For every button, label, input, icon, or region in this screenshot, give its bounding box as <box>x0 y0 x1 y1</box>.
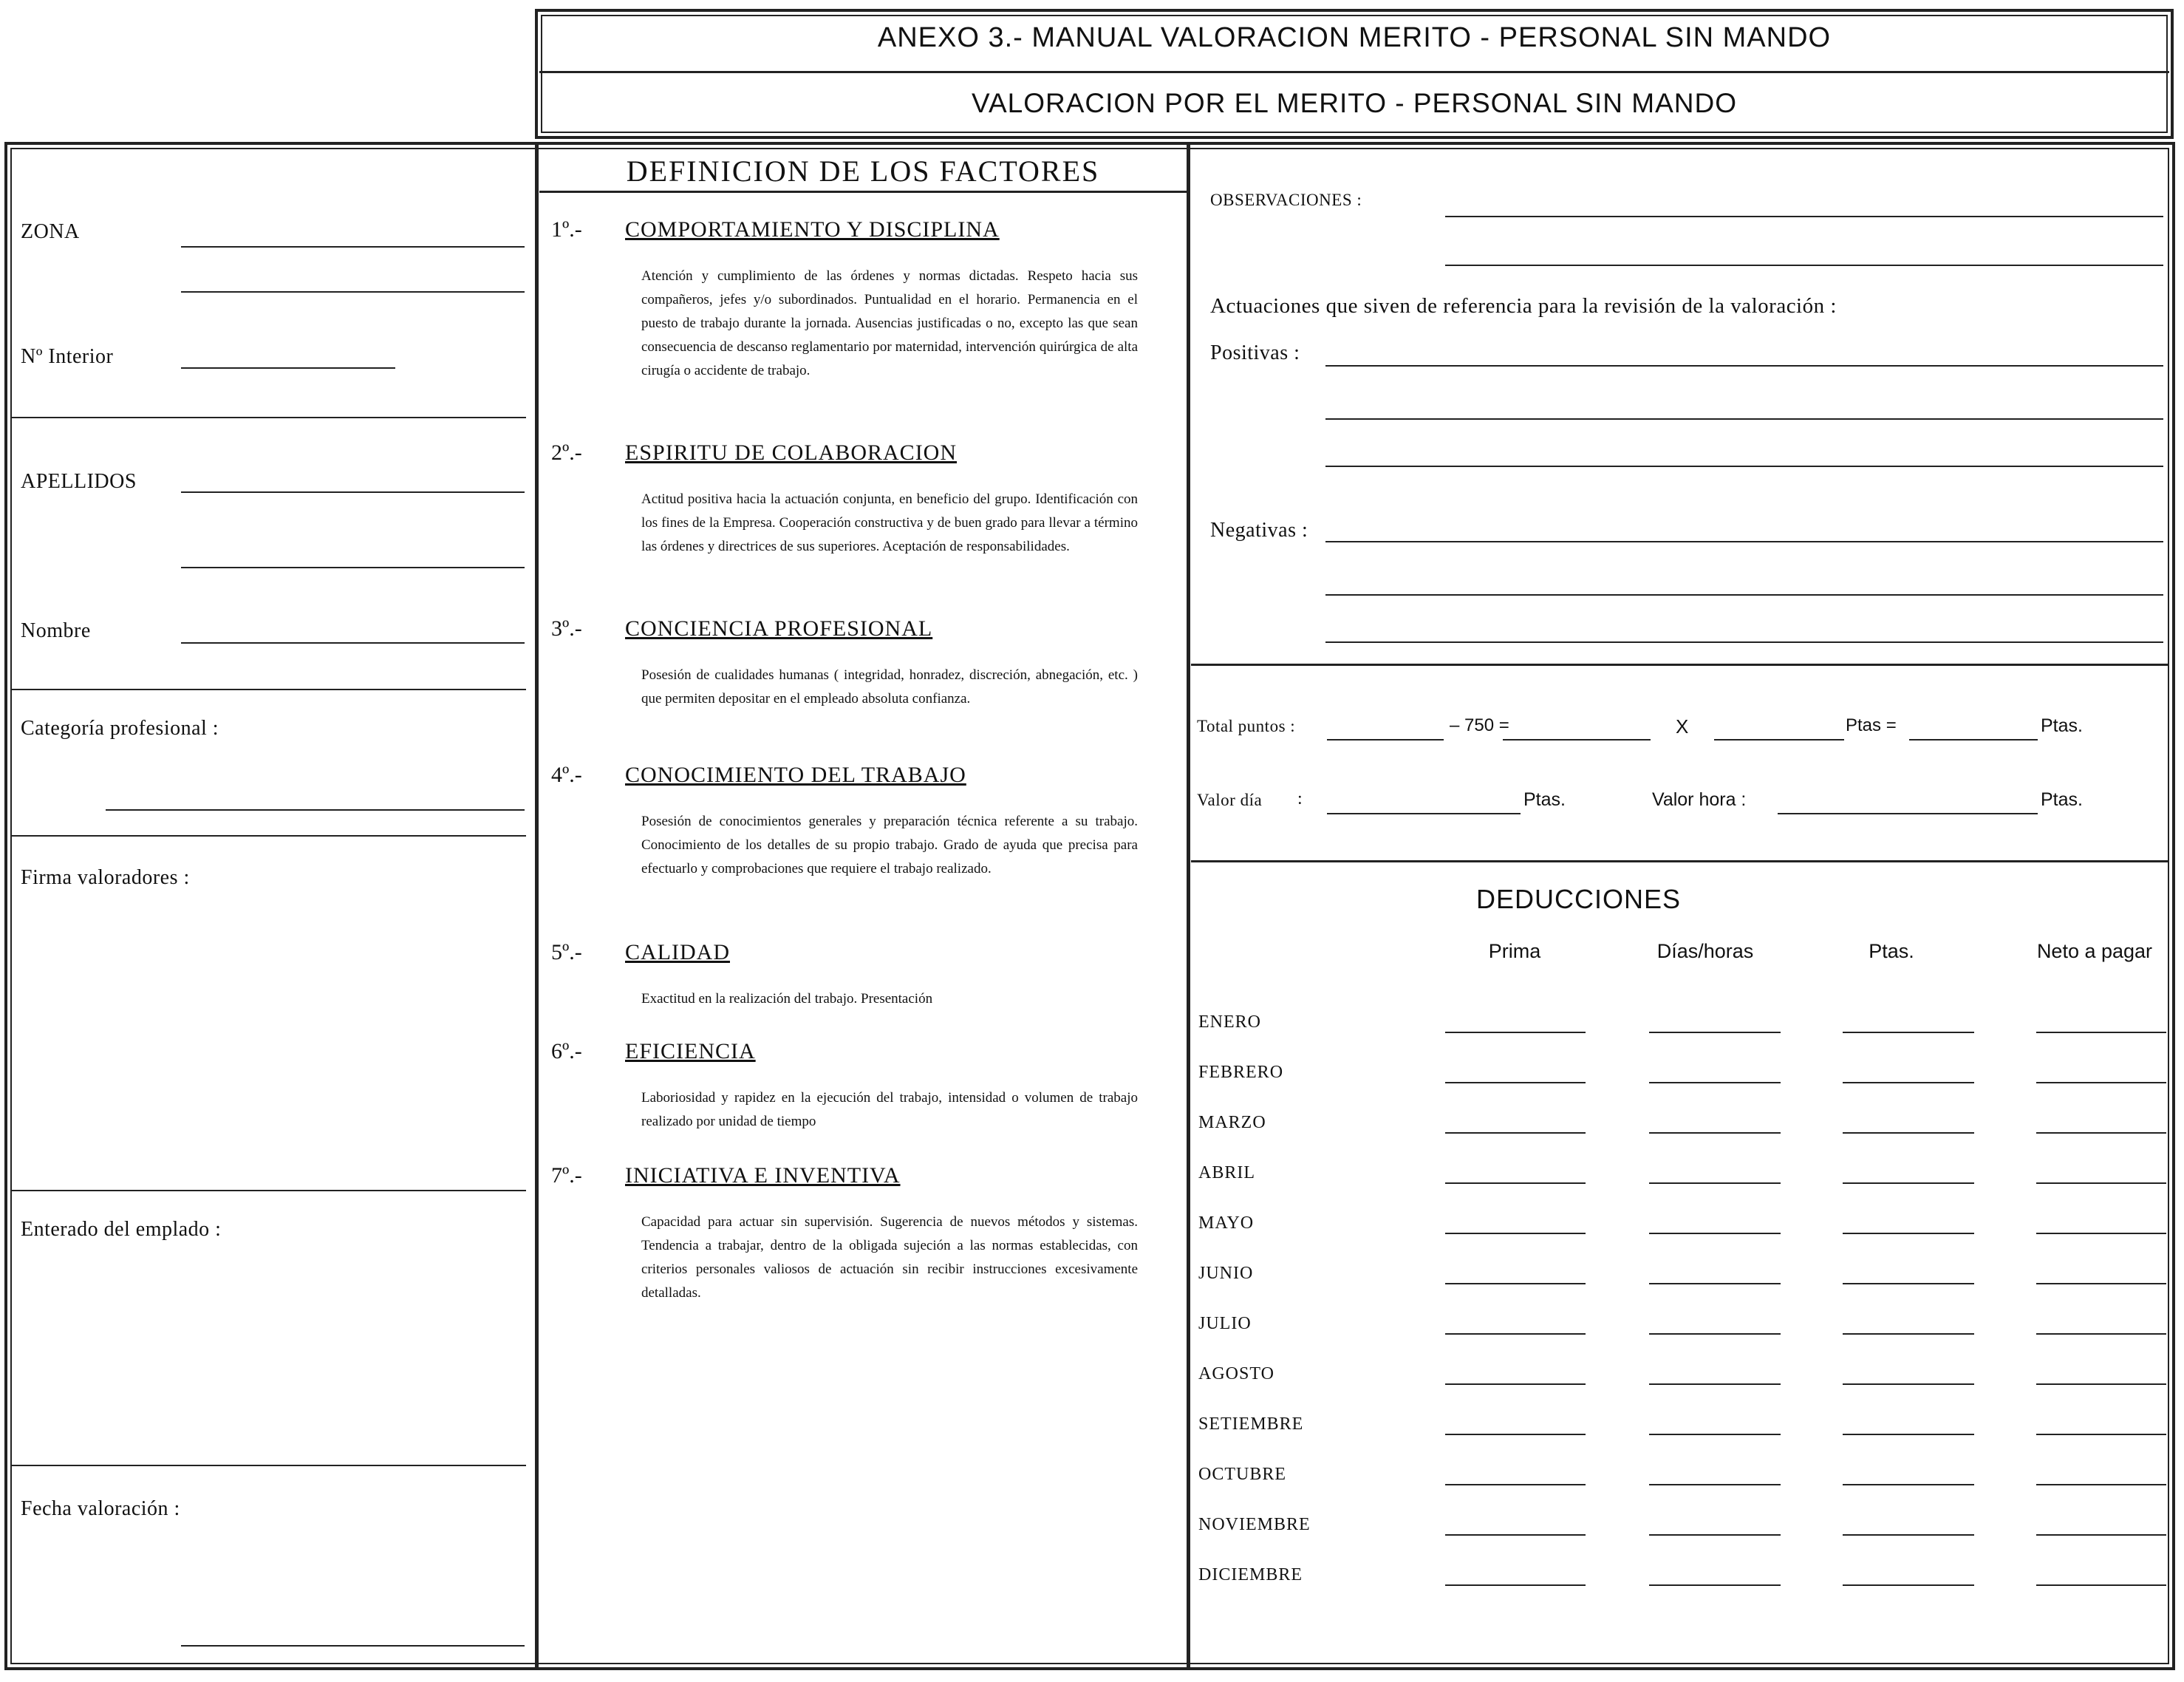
month-neto-a-pagar-field[interactable] <box>2036 1233 2166 1234</box>
factor-3-description: Posesión de cualidades humanas ( integridad, honradez, discreción, abnegación, etc. ) que permiten depositar en el empleado absoluta confianza. <box>641 667 1138 706</box>
ptas-equals-label: Ptas = <box>1846 715 1897 735</box>
month-dias-horas-field[interactable] <box>1649 1233 1781 1234</box>
left-section-divider-1 <box>10 417 526 418</box>
form-subtitle: VALORACION POR EL MERITO - PERSONAL SIN MANDO <box>972 88 1737 118</box>
month-prima-field[interactable] <box>1445 1233 1586 1234</box>
month-ptas-field[interactable] <box>1843 1233 1974 1234</box>
apellidos-field-1[interactable] <box>181 491 525 493</box>
left-section-divider-2 <box>10 689 526 690</box>
column-header-dias-horas: Días/horas <box>1656 940 1754 962</box>
month-prima-field[interactable] <box>1445 1182 1586 1184</box>
factor-3-title: CONCIENCIA PROFESIONAL <box>625 616 933 641</box>
month-neto-a-pagar-field[interactable] <box>2036 1484 2166 1485</box>
fecha-field[interactable] <box>181 1645 525 1647</box>
month-prima-field[interactable] <box>1445 1283 1586 1284</box>
negativas-field-1[interactable] <box>1325 541 2163 542</box>
zona-field-2[interactable] <box>181 291 525 293</box>
categoria-field[interactable] <box>106 809 525 811</box>
month-prima-field[interactable] <box>1445 1434 1586 1435</box>
month-ptas-field[interactable] <box>1843 1283 1974 1284</box>
month-label: ABRIL <box>1198 1163 1255 1182</box>
month-ptas-field[interactable] <box>1843 1333 1974 1335</box>
factor-1-title: COMPORTAMIENTO Y DISCIPLINA <box>625 217 1000 242</box>
valor-hora-field[interactable] <box>1778 813 2038 814</box>
observaciones-field-1[interactable] <box>1445 216 2163 217</box>
month-ptas-field[interactable] <box>1843 1383 1974 1385</box>
month-label: FEBRERO <box>1198 1063 1284 1082</box>
minus-750-label: – 750 = <box>1450 715 1509 735</box>
month-prima-field[interactable] <box>1445 1132 1586 1134</box>
month-prima-field[interactable] <box>1445 1534 1586 1536</box>
factor-6-number: 6º.- <box>551 1039 582 1063</box>
column-header-prima: Prima <box>1488 940 1541 962</box>
month-ptas-field[interactable] <box>1843 1132 1974 1134</box>
month-ptas-field[interactable] <box>1843 1434 1974 1435</box>
left-section-divider-5 <box>10 1465 526 1466</box>
multiply-sign: X <box>1676 715 1689 738</box>
valor-dia-label: Valor día <box>1197 791 1263 809</box>
month-neto-a-pagar-field[interactable] <box>2036 1032 2166 1033</box>
valor-dia-field[interactable] <box>1327 813 1521 814</box>
month-neto-a-pagar-field[interactable] <box>2036 1383 2166 1385</box>
observaciones-label: OBSERVACIONES : <box>1210 191 1362 209</box>
apellidos-field-2[interactable] <box>181 567 525 568</box>
factor-7-title: INICIATIVA E INVENTIVA <box>625 1163 901 1188</box>
month-label: SETIEMBRE <box>1198 1414 1304 1434</box>
zona-field-1[interactable] <box>181 246 525 248</box>
total-puntos-field[interactable] <box>1327 739 1444 740</box>
enterado-label: Enterado del emplado : <box>21 1218 222 1241</box>
factor-5-title: CALIDAD <box>625 940 730 964</box>
month-dias-horas-field[interactable] <box>1649 1283 1781 1284</box>
month-neto-a-pagar-field[interactable] <box>2036 1132 2166 1134</box>
month-neto-a-pagar-field[interactable] <box>2036 1182 2166 1184</box>
month-dias-horas-field[interactable] <box>1649 1383 1781 1385</box>
zona-label: ZONA <box>21 220 80 243</box>
firma-label: Firma valoradores : <box>21 866 190 889</box>
result-points-field[interactable] <box>1503 739 1651 740</box>
positivas-field-3[interactable] <box>1325 466 2163 467</box>
month-prima-field[interactable] <box>1445 1484 1586 1485</box>
month-label: ENERO <box>1198 1012 1261 1032</box>
factor-2-description: Actitud positiva hacia la actuación conjunta, en beneficio del grupo. Identificación con los fines de la Empresa. Cooperación constructiva y de buen grado para llevar a término las órdenes y directrices de sus superiores. Aceptación de responsabilidades. <box>641 491 1138 554</box>
month-dias-horas-field[interactable] <box>1649 1584 1781 1586</box>
factors-heading-divider <box>539 191 1187 193</box>
factor-2-number: 2º.- <box>551 440 582 465</box>
factor-7-number: 7º.- <box>551 1163 582 1188</box>
column-header-neto-a-pagar: Neto a pagar <box>2036 940 2153 962</box>
factor-4-description: Posesión de conocimientos generales y preparación técnica referente a su trabajo. Conocimiento de los detalles de su propio trabajo. Grado de ayuda que precisa para efectuarlo y comprobaciones que requiere el trabajo realizado. <box>641 814 1138 876</box>
negativas-label: Negativas : <box>1210 519 1308 542</box>
column-header-ptas: Ptas. <box>1869 940 1914 962</box>
month-label: OCTUBRE <box>1198 1465 1287 1484</box>
negativas-field-3[interactable] <box>1325 641 2163 643</box>
deducciones-title: DEDUCCIONES <box>1476 884 1682 914</box>
valor-dia-ptas: Ptas. <box>1523 789 1566 810</box>
categoria-label: Categoría profesional : <box>21 717 219 740</box>
valor-hora-label: Valor hora : <box>1652 789 1747 810</box>
month-neto-a-pagar-field[interactable] <box>2036 1434 2166 1435</box>
month-dias-horas-field[interactable] <box>1649 1132 1781 1134</box>
month-prima-field[interactable] <box>1445 1383 1586 1385</box>
month-label: MARZO <box>1198 1113 1266 1132</box>
positivas-field-1[interactable] <box>1325 365 2163 367</box>
month-label: JULIO <box>1198 1314 1252 1333</box>
month-prima-field[interactable] <box>1445 1032 1586 1033</box>
n-interior-field[interactable] <box>181 367 395 369</box>
left-section-divider-4 <box>10 1190 526 1191</box>
positivas-field-2[interactable] <box>1325 418 2163 420</box>
month-neto-a-pagar-field[interactable] <box>2036 1534 2166 1536</box>
month-ptas-field[interactable] <box>1843 1082 1974 1083</box>
column-divider-right <box>1187 142 1190 1670</box>
factor-5-number: 5º.- <box>551 940 582 964</box>
month-neto-a-pagar-field[interactable] <box>2036 1283 2166 1284</box>
month-label: DICIEMBRE <box>1198 1565 1303 1584</box>
month-dias-horas-field[interactable] <box>1649 1484 1781 1485</box>
factor-6-description: Laboriosidad y rapidez en la ejecución del trabajo, intensidad o volumen de trabajo realizado por unidad de tiempo <box>641 1090 1138 1129</box>
positivas-label: Positivas : <box>1210 341 1300 364</box>
column-divider-left <box>535 142 539 1670</box>
month-ptas-field[interactable] <box>1843 1534 1974 1536</box>
month-ptas-field[interactable] <box>1843 1182 1974 1184</box>
factor-5-description: Exactitud en la realización del trabajo. Presentación <box>641 991 933 1007</box>
month-label: JUNIO <box>1198 1264 1254 1283</box>
apellidos-label: APELLIDOS <box>21 470 137 493</box>
month-dias-horas-field[interactable] <box>1649 1032 1781 1033</box>
month-prima-field[interactable] <box>1445 1584 1586 1586</box>
month-ptas-field[interactable] <box>1843 1584 1974 1586</box>
observaciones-field-2[interactable] <box>1445 265 2163 266</box>
month-neto-a-pagar-field[interactable] <box>2036 1333 2166 1335</box>
left-section-divider-3 <box>10 835 526 837</box>
month-ptas-field[interactable] <box>1843 1032 1974 1033</box>
nombre-label: Nombre <box>21 619 91 642</box>
month-dias-horas-field[interactable] <box>1649 1082 1781 1083</box>
negativas-field-2[interactable] <box>1325 594 2163 596</box>
month-prima-field[interactable] <box>1445 1333 1586 1335</box>
ptas-total-label: Ptas. <box>2041 715 2083 736</box>
month-dias-horas-field[interactable] <box>1649 1434 1781 1435</box>
month-label: NOVIEMBRE <box>1198 1515 1311 1534</box>
factor-1-number: 1º.- <box>551 217 582 242</box>
month-label: AGOSTO <box>1198 1364 1274 1383</box>
right-section-divider-2 <box>1191 860 2169 862</box>
factor-3-number: 3º.- <box>551 616 582 641</box>
form-title: ANEXO 3.- MANUAL VALORACION MERITO - PERSONAL SIN MANDO <box>877 22 1832 53</box>
factor-4-title: CONOCIMIENTO DEL TRABAJO <box>625 763 966 787</box>
right-section-divider-1 <box>1191 664 2169 666</box>
month-neto-a-pagar-field[interactable] <box>2036 1082 2166 1083</box>
nombre-field[interactable] <box>181 642 525 644</box>
month-dias-horas-field[interactable] <box>1649 1534 1781 1536</box>
factor-6-title: EFICIENCIA <box>625 1039 756 1063</box>
actuaciones-label: Actuaciones que siven de referencia para la revisión de la valoración : <box>1210 294 1837 318</box>
valor-dia-colon: : <box>1297 789 1303 808</box>
month-label: MAYO <box>1198 1213 1255 1233</box>
factor-4-number: 4º.- <box>551 763 582 787</box>
fecha-label: Fecha valoración : <box>21 1497 180 1520</box>
n-interior-label: Nº Interior <box>21 345 114 368</box>
factor-2-title: ESPIRITU DE COLABORACION <box>625 440 958 465</box>
month-dias-horas-field[interactable] <box>1649 1182 1781 1184</box>
total-puntos-label: Total puntos : <box>1197 717 1296 735</box>
ptas-result-field[interactable] <box>1909 739 2038 740</box>
month-prima-field[interactable] <box>1445 1082 1586 1083</box>
rate-field[interactable] <box>1714 739 1844 740</box>
header-divider <box>539 71 2169 73</box>
factor-1-description: Atención y cumplimiento de las órdenes y normas dictadas. Respeto hacia sus compañeros, jefes y/o subordinados. Puntualidad en el horario. Permanencia en el puesto de trabajo durante la jornada. Ausencias justificadas o no, excepto las que sean consecuencia de descanso reglamentario por maternidad, intervención quirúrgica de alta cirugía o accidente de trabajo. <box>641 268 1138 378</box>
month-neto-a-pagar-field[interactable] <box>2036 1584 2166 1586</box>
month-dias-horas-field[interactable] <box>1649 1333 1781 1335</box>
valor-hora-ptas: Ptas. <box>2041 789 2083 810</box>
factors-heading: DEFINICION DE LOS FACTORES <box>626 154 1100 188</box>
month-ptas-field[interactable] <box>1843 1484 1974 1485</box>
factor-7-description: Capacidad para actuar sin supervisión. Sugerencia de nuevos métodos y sistemas. Tendencia a trabajar, dentro de la obligada sujeción a las normas establecidas, con criterios personales valiosos de actuación sin recibir instrucciones excesivamente detalladas. <box>641 1214 1138 1301</box>
